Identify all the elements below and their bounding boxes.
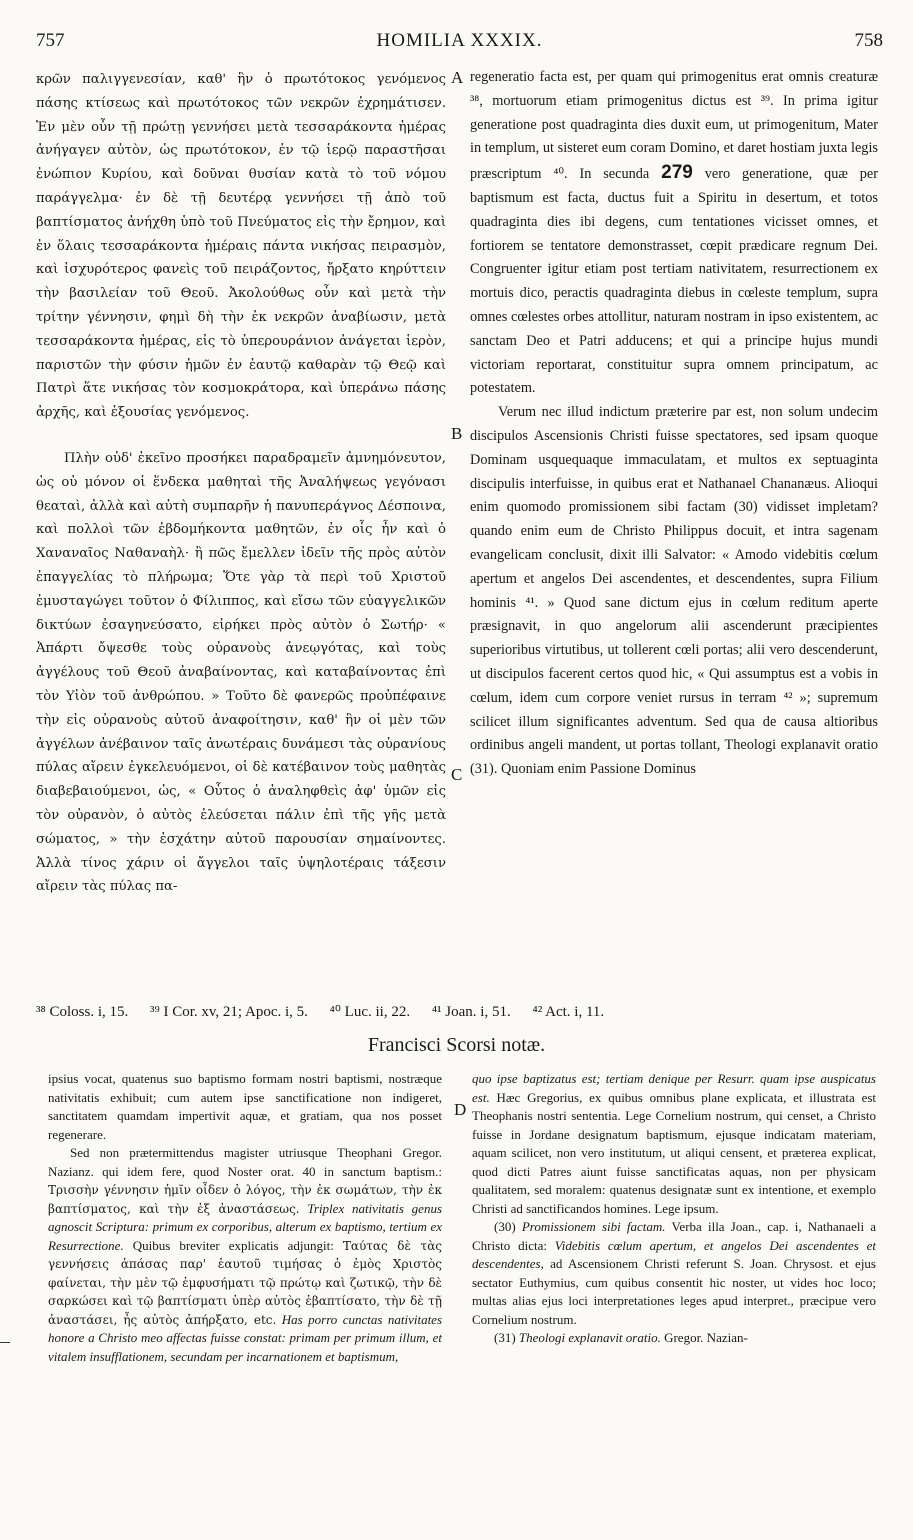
- notes-right-column: [472, 1070, 876, 1348]
- notes-left-greek-1: Τρισσὴν γέννησιν ἡμῖν οἶδεν ὁ λόγος, τὴν ἐκ σωμάτων, τὴν ἐκ βαπτίσματος, καὶ τὴν ἐξ ἀναστάσεως.: [48, 1183, 442, 1216]
- note-31-lemma: Theologi explanavit oratio.: [518, 1330, 661, 1345]
- page-number-left: 757: [36, 30, 65, 51]
- notes-right-paragraph-1: [472, 1070, 876, 1218]
- notes-right-italic-1: quo ipse baptizatus est; tertiam denique per Resurr. quam ipse auspicatus est.: [472, 1071, 876, 1105]
- notes-left-greek-2: Ταύτας δὲ τὰς γεννήσεις ἁπάσας παρ' ἑαυτοῦ τιμήσας ὁ ἐμὸς Χριστὸς φαίνεται, τὴν μὲν τῷ ἐμφυσήματι τῷ πρώτῳ καὶ ζωτικῷ, τὴν δὲ σαρκώσει καὶ τῷ βαπτίσματι ὑπὲρ αὐτὸς ἐβαπτίσατο, τὴν δὲ τῇ ἀναστάσει, ἧς αὐτὸς ἀπήρξατο, etc.: [48, 1238, 443, 1327]
- latin-paragraph-1-a: regeneratio facta est, per quam qui primogenitus erat omnis creaturæ ³⁸, mortuorum etiam primogenitus dictus est ³⁹. In prima igitur generatione post quadraginta dies duxit eum, ut primogenitum, Mater in templum, ut sisteret eum coram Domino, et daret hostiam juxta legis præscriptum ⁴⁰. In secunda: [470, 69, 878, 183]
- note-31-text: Gregor. Nazian-: [664, 1330, 748, 1345]
- note-30-number: (30): [494, 1219, 516, 1234]
- notes-left-column: [48, 1070, 442, 1366]
- notes-right-text-1: Hæc Gregorius, ex quibus omnibus plane explicata, et illustrata est Theophanis nostri sententia. Lege Cornelium nostrum, qui censet, a Christo fuisse in Jordane designatum baptismum, ejusque indicatam materiam, aquam scilicet, non vero institutum, ut aliqui censent, et præterea explicat, quod dicti Patres aiunt fuisse sanctificatas aquas, non per physicam qualitatem, sed moralem: quatenus designatæ sunt ex intentione, et exemplo Christi ad sanctificandos homines. Lege ipsum.: [472, 1089, 877, 1216]
- margin-marker-a: A: [451, 68, 464, 87]
- latin-paragraph-2: Verum nec illud indictum præterire par est, non solum undecim discipulos Ascensionis Christi fuisse spectatores, sed ipsam quoque Dominam usquequaque immaculatam, et multos ex septuaginta discipulis interfuisse, in quibus erat et Nathanael Chananæus. Alioqui enim quomodo promissionem sibi factam (30) vidisset impletam? quando enim eum de Christo Philippus docuit, et intra sagenam evangelicam conclusit, dixit illi Salvator: « Amodo videbitis cœlum apertum et angelos Dei ascendentes, et descendentes, supra Filium hominis ⁴¹. » Quod sane dictum ejus in cœlum reditum aperte præsignavit, in quo angelorum alii ascenderunt præcipientes superioribus virtutibus, ut tollerent cœli portas; alii vero descenderunt, ut discipulos facerent certos quod hic, « Qui assumptus est a vobis in cœlum, idem cum corpore veniet rursus in terram ⁴² »; supremum scilicet illum significantes adventum. Sed qua de causa altioribus ordinibus angeli mandent, ut portas tollant, Theologi explanavit oratio (31). Quoniam enim Passione Dominus: [470, 404, 878, 778]
- footnote-39: ³⁹ I Cor. xv, 21; Apoc. i, 5.: [150, 1004, 308, 1020]
- page-number-right: 758: [854, 30, 883, 51]
- footnote-40: ⁴⁰ Luc. ii, 22.: [329, 1004, 411, 1020]
- latin-paragraph-1: [470, 66, 878, 401]
- footnotes: [36, 1002, 853, 1021]
- footnote-38: ³⁸ Coloss. i, 15.: [36, 1004, 129, 1020]
- latin-column: [470, 66, 878, 782]
- notes-left-italic-2: Has porro cunctas nativitates honore a Christo meo affectas fuisse constat: primam per primum illum, et vitalem insufflationem, secundam per incarnationem et baptismum,: [48, 1311, 443, 1364]
- notes-left-text-a: Sed non prætermittendus magister utriusque Theophani Gregor. Nazianz. qui idem fere, quod Noster orat. 40 in sanctum baptism.:: [48, 1145, 442, 1179]
- notes-left-paragraph-1: ipsius vocat, quatenus suo baptismo formam nostri baptismi, nostræque nativitatis exhibuit; cum autem ipse sanctificatione non indigeret, sanctitatem quamdam impertivit aquæ, et gratiam, qua nos posset regenerare.: [48, 1071, 442, 1142]
- notes-title: Francisci Scorsi notæ.: [367, 1034, 546, 1056]
- greek-column: [36, 68, 446, 899]
- note-31-number: (31): [494, 1330, 516, 1345]
- page-title: HOMILIA XXXIX.: [376, 30, 543, 51]
- notes-right-paragraph-2: [472, 1218, 876, 1329]
- notes-left-text-b: Quibus breviter explicatis adjungit:: [132, 1237, 334, 1253]
- note-30-lemma: Promissionem sibi factam.: [521, 1219, 666, 1234]
- latin-paragraph-1-b: vero generatione, quæ per baptismum est facta, ductus fuit a Spiritu in desertum, et totos quadraginta dies ibi degens, cum tentationes vicisset omnes, et fortiorem se tentatore demonstrasset, cœpit prædicare regnum Dei. Congruenter igitur etiam post tertiam nativitatem, resurrectionem ex mortuis dico, peractis quadraginta diebus in cœleste templum, supra omnes cœlestes orbes attollitur, naturam nostram in ipso existentem, ac sanctam Deo et Patri adducens; et qui a principe hujus mundi victoriam reportarat, constituitur supra omnem principatum, ac potestatem.: [470, 166, 878, 397]
- margin-tick: [0, 1342, 10, 1343]
- notes-left-italic-1: Triplex nativitatis genus agnoscit Scriptura: primum ex corporibus, alterum ex baptismo, tertium ex Resurrectione.: [48, 1200, 443, 1253]
- note-30-quote: Videbitis cœlum apertum, et angelos Dei ascendentes et descendentes,: [472, 1237, 876, 1271]
- margin-marker-b: B: [451, 424, 463, 443]
- note-30-text-a: Verba illa Joan., cap. i, Nathanaeli a Christo dicta:: [472, 1219, 877, 1253]
- margin-marker-c: C: [451, 765, 463, 784]
- running-header: [36, 30, 883, 56]
- greek-paragraph-2: Πλὴν οὐδ' ἐκεῖνο προσήκει παραδραμεῖν ἀμνημόνευτον, ὡς οὐ μόνον οἱ ἕνδεκα μαθηταὶ τῆς Ἀναλήψεως γεγόνασι θεαταὶ, ἀλλὰ καὶ αὐτὴ συμπαρῆν ἡ πανυπεράγνος Δέσποινα, καὶ πολλοὶ τῶν ἑβδομήκοντα μαθητῶν, ἐν οἷς ἦν καὶ ὁ Χαναναῖος Ναθαναὴλ· ἢ πῶς ἔμελλεν ἰδεῖν τῆς πρὸς αὐτὸν ἐπαγγελίας τὸ πλήρωμα; Ὅτε γὰρ τὰ περὶ τοῦ Χριστοῦ ἐμυσταγώγει τοῦτον ὁ Φίλιππος, καὶ εἴσω τῶν εὐαγγελικῶν δικτύων ἐσαγηνεύσατο, εἰρήκει πρὸς αὐτὸν ὁ Σωτήρ· « Ἀπάρτι ὄψεσθε τοὺς οὐρανοὺς ἀνεῳγότας, καὶ τοὺς ἀγγέλους τοῦ Θεοῦ ἀναβαίνοντας, καὶ καταβαίνοντας ἐπὶ τὸν Υἱὸν τοῦ ἀνθρώπου. » Τοῦτο δὲ φανερῶς προὐπέφαινε τὴν εἰς οὐρανοὺς αὐτοῦ ἀναφοίτησιν, καθ' ἣν οἱ μὲν τῶν ἀγγέλων ἀνέβαινον ταῖς ἀνωτέραις δυνάμεσι τὰς οὐρανίους πύλας αἴρειν ἐγκελευόμενοι, οἱ δὲ κατέβαινον τοὺς μαθητὰς διαβεβαιούμενοι, ὡς, « Οὗτος ὁ ἀναληφθεὶς ἀφ' ὑμῶν εἰς τὸν οὐρανὸν, ὁ αὐτὸς ἐλεύσεται πάλιν ἐπὶ τῆς γῆς μετὰ σώματος, » τὴν ἐσχάτην αὐτοῦ παρουσίαν σημαίνοντες. Ἀλλὰ τίνος χάριν οἱ ἄγγελοι ταῖς ὑψηλοτέραις τάξεσιν αἴρειν τὰς πύλας πα-: [36, 450, 446, 895]
- notes-right-paragraph-3: [472, 1329, 876, 1348]
- greek-paragraph-1: κρῶν παλιγγενεσίαν, καθ' ἣν ὁ πρωτότοκος γενόμενος πάσης κτίσεως καὶ πρωτότοκος τῶν νεκρῶν ἐχρημάτισεν. Ἐν μὲν οὖν τῇ πρώτῃ γεννήσει μετὰ τεσσαράκοντα ἡμέρας ἀνήγαγεν αὐτὸν, ὡς πρωτότοκον, ἐν τῷ ἱερῷ παραστῆσαι ἐνώπιον Κυρίου, καὶ δοῦναι θυσίαν κατὰ τὸ τοῦ νόμου παράγγελμα· ἐν δὲ τῇ δευτέρᾳ γεννήσει τῇ ἀπὸ τοῦ βαπτίσματος ἀνήχθη ὑπὸ τοῦ Πνεύματος εἰς τὴν ἔρημον, καὶ ἐν ὅλαις τεσσαράκοντα ἡμέραις πάντα νικήσας πειρασμὸν, καὶ ἰσχυρότερος φανεὶς τοῦ πειράζοντος, ἤρξατο κηρύττειν τὴν βασιλείαν τοῦ Θεοῦ. Ἀκολούθως οὖν καὶ μετὰ τὴν τρίτην γέννησιν, φημὶ δὴ τὴν ἐκ νεκρῶν ἀναβίωσιν, μετὰ τεσσαράκοντα ἡμέρας, εἰς τὸ ὑπερουράνιον ἀνάγεται ἱερὸν, παριστῶν τὴν φύσιν ἡμῶν ἐν ἑαυτῷ καθαρὰν τῷ Θεῷ καὶ Πατρὶ ἅτε νικήσας τὸν κοσμοκράτορα, καὶ ὑπεράνω πάσης ἀρχῆς, καὶ ἐξουσίας γενόμενος.: [36, 72, 446, 421]
- column-number: 279: [661, 162, 693, 184]
- margin-marker-d: D: [454, 1100, 467, 1119]
- footnote-41: ⁴¹ Joan. i, 51.: [431, 1004, 511, 1020]
- notes-left-paragraph-2: [48, 1144, 442, 1366]
- note-30-text-b: ad Ascensionem Christi referunt S. Joan. Chrysost. et ejus sectator Euthymius, cum quibus consentit hic noster, ut vides hoc loco; multas alias ejus loci interpretationes leges apud interpret., præcipue vero Cornelium nostrum.: [472, 1256, 876, 1327]
- footnote-42: ⁴² Act. i, 11.: [532, 1004, 605, 1020]
